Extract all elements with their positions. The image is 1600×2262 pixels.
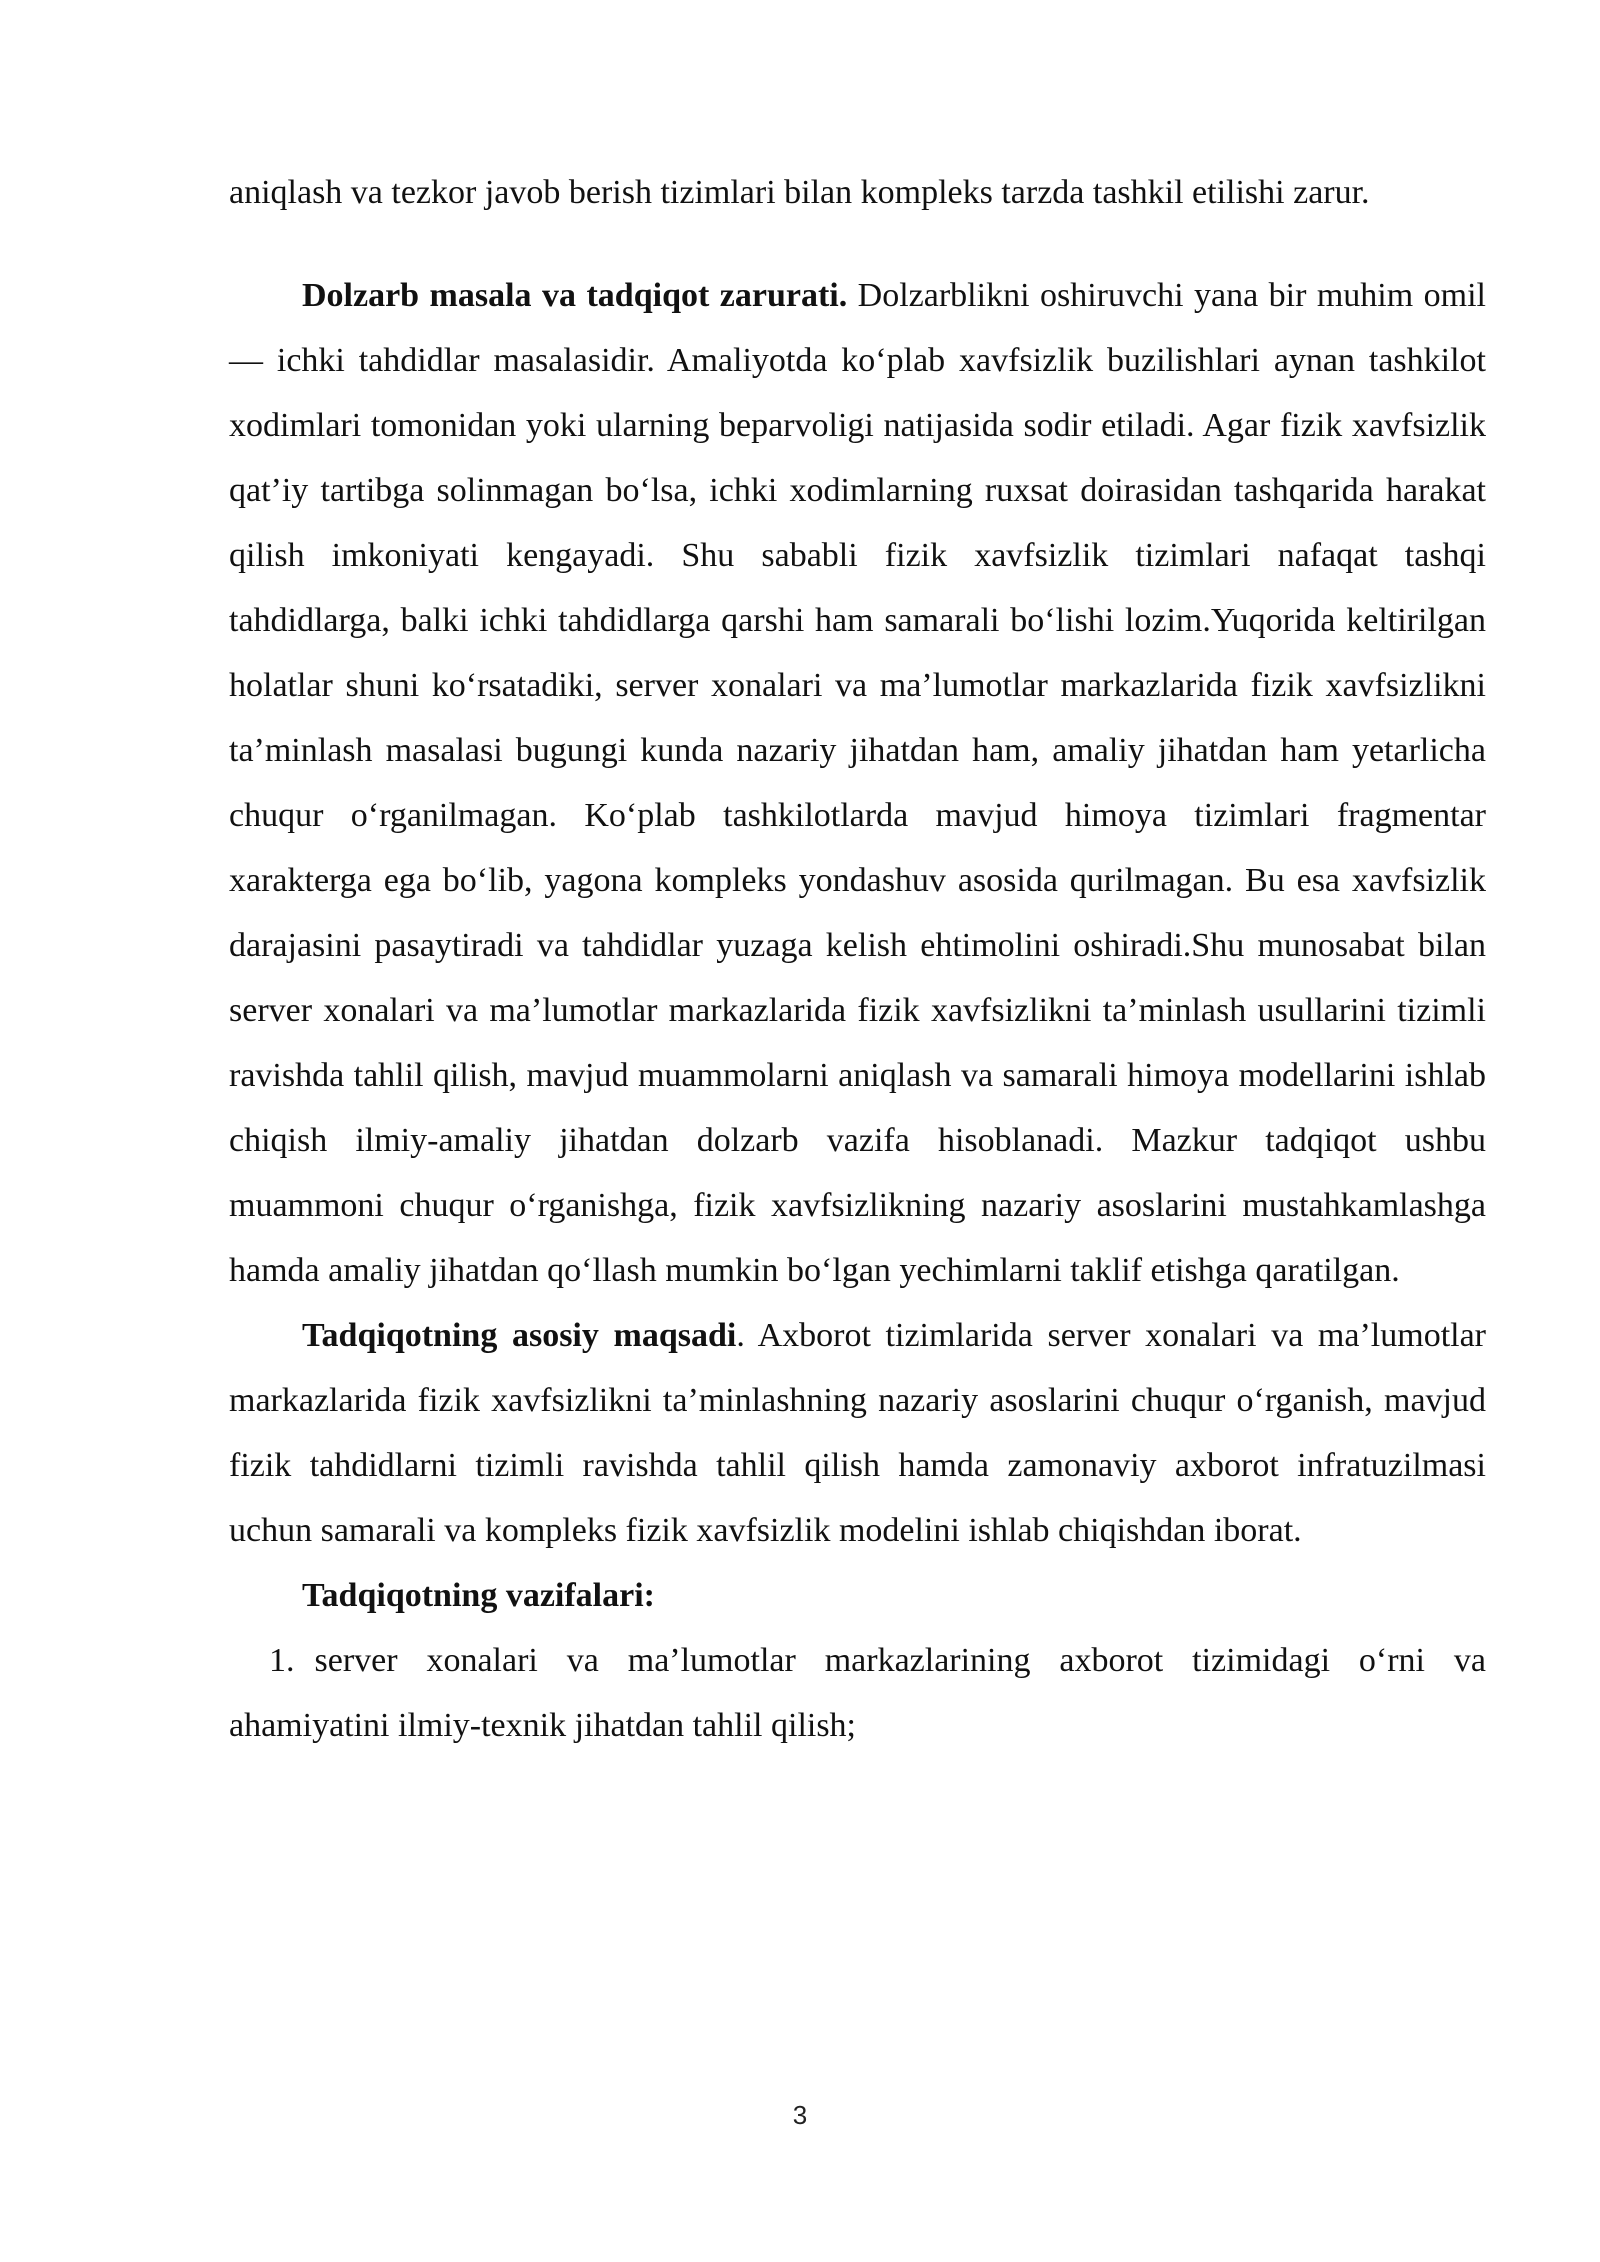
list-item-text: server xonalari va ma’lumotlar markazlarining axborot tizimidagi o‘rni va ahamiyatini ilmiy-texnik jihatdan tahlil qilish; — [229, 1642, 1486, 1744]
intro-paragraph: aniqlash va tezkor javob berish tizimlari bilan kompleks tarzda tashkil etilishi zarur. — [229, 174, 1370, 211]
vazifalar-heading: Tadqiqotning vazifalari: — [302, 1577, 655, 1614]
maqsad-text: . Axborot tizimlarida server xonalari va ma’lumotlar markazlarida fizik xavfsizlikni ta’minlashning nazariy asoslarini chuqur o‘rganish, mavjud fizik tahdidlarni tizimli ravishda tahlil qilish hamda zamonaviy axborot infratuzilmasi uchun samarali va kompleks fizik xavfsizlik modelini ishlab chiqishdan iborat. — [229, 1317, 1486, 1549]
dolzarb-text: Dolzarblikni oshiruvchi yana bir muhim omil — ichki tahdidlar masalasidir. Amaliyotda ko‘plab xavfsizlik buzilishlari aynan tashkilot xodimlari tomonidan yoki ularning beparvoligi natijasida sodir etiladi. Agar fizik xavfsizlik qat’iy tartibga solinmagan bo‘lsa, ichki xodimlarning ruxsat doirasidan tashqarida harakat qilish imkoniyati kengayadi. Shu sababli fizik xavfsizlik tizimlari nafaqat tashqi tahdidlarga, balki ichki tahdidlarga qarshi ham samarali bo‘lishi lozim.Yuqorida keltirilgan holatlar shuni ko‘rsatadiki, server xonalari va ma’lumotlar markazlarida fizik xavfsizlikni ta’minlash masalasi bugungi kunda nazariy jihatdan ham, amaliy jihatdan ham yetarlicha chuqur o‘rganilmagan. Ko‘plab tashkilotlarda mavjud himoya tizimlari fragmentar xarakterga ega bo‘lib, yagona kompleks yondashuv asosida qurilmagan. Bu esa xavfsizlik darajasini pasaytiradi va tahdidlar yuzaga kelish ehtimolini oshiradi.Shu munosabat bilan server xonalari va ma’lumotlar markazlarida fizik xavfsizlikni ta’minlash usullarini tizimli ravishda tahlil qilish, mavjud muammolarni aniqlash va samarali himoya modellarini ishlab chiqish ilmiy-amaliy jihatdan dolzarb vazifa hisoblanadi. Mazkur tadqiqot ushbu muammoni chuqur o‘rganishga, fizik xavfsizlikning nazariy asoslarini mustahkamlashga hamda amaliy jihatdan qo‘llash mumkin bo‘lgan yechimlarni taklif etishga qaratilgan. — [229, 277, 1487, 1289]
dolzarb-heading: Dolzarb masala va tadqiqot zarurati. — [302, 277, 848, 314]
page-content — [229, 160, 1486, 1758]
dolzarb-paragraph — [229, 263, 1486, 1303]
list-item-number: 1. — [269, 1642, 295, 1679]
page-number: 3 — [792, 2100, 808, 2130]
maqsad-heading: Tadqiqotning asosiy maqsadi — [302, 1317, 737, 1354]
maqsad-paragraph — [229, 1303, 1486, 1563]
list-item — [229, 1628, 1486, 1758]
